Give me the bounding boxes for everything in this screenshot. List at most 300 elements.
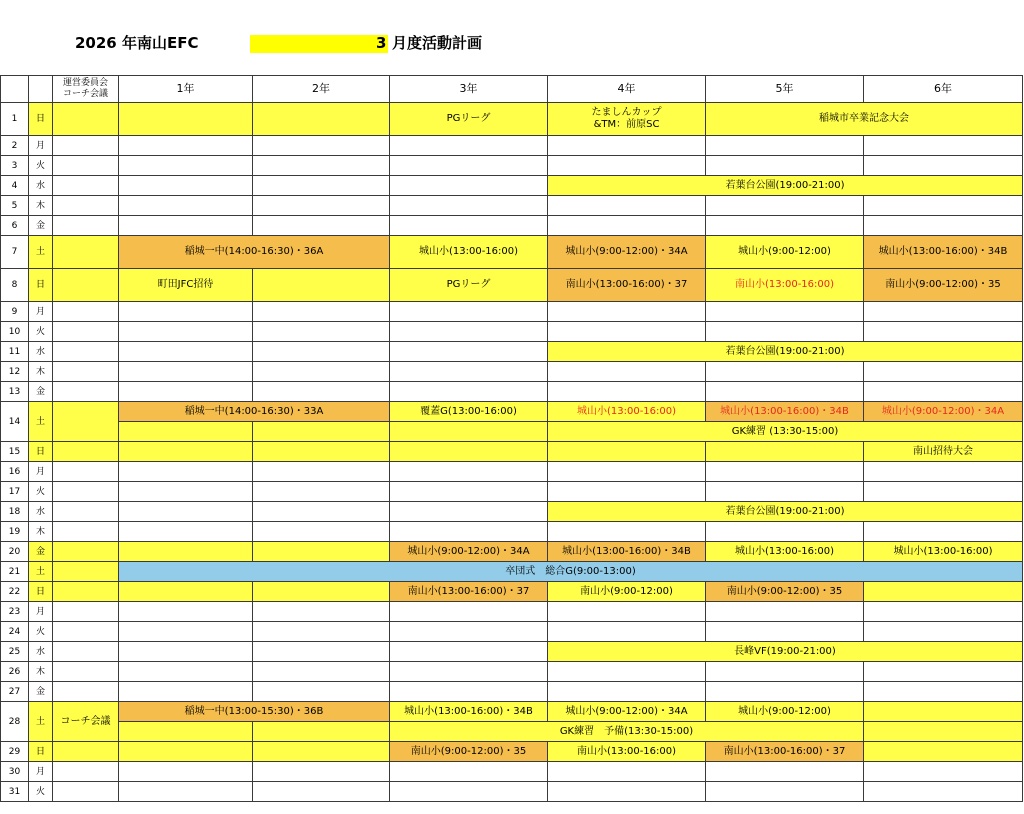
day-row [1, 216, 1023, 236]
empty-cell [253, 196, 390, 216]
empty-cell [390, 762, 548, 782]
empty-cell [864, 136, 1023, 156]
event-cell: 城山小(9:00-12:00) [706, 702, 864, 722]
day-number: 7 [1, 236, 29, 269]
day-row [1, 722, 1023, 742]
weekday: 水 [29, 642, 53, 662]
day-number: 17 [1, 482, 29, 502]
empty-cell [864, 196, 1023, 216]
empty-cell [864, 782, 1023, 802]
header-grade-5: 5年 [706, 76, 864, 103]
weekday: 火 [29, 782, 53, 802]
event-cell: 城山小(13:00-16:00) [864, 542, 1023, 562]
event-cell: 城山小(13:00-16:00)・34B [548, 542, 706, 562]
empty-cell [119, 362, 253, 382]
weekday: 土 [29, 562, 53, 582]
empty-cell [253, 362, 390, 382]
day-number: 29 [1, 742, 29, 762]
empty-cell [864, 362, 1023, 382]
empty-cell [119, 602, 253, 622]
empty-cell [864, 302, 1023, 322]
day-number: 10 [1, 322, 29, 342]
empty-cell [864, 602, 1023, 622]
committee-cell [53, 622, 119, 642]
empty-cell [253, 216, 390, 236]
event-cell: 稲城一中(13:00-15:30)・36B [119, 702, 390, 722]
committee-cell [53, 216, 119, 236]
event-cell: 稲城一中(14:00-16:30)・36A [119, 236, 390, 269]
weekday: 木 [29, 362, 53, 382]
empty-cell [548, 782, 706, 802]
weekday: 日 [29, 742, 53, 762]
committee-cell [53, 582, 119, 602]
empty-cell [253, 103, 390, 136]
empty-cell [706, 602, 864, 622]
empty-cell [706, 482, 864, 502]
empty-cell [864, 322, 1023, 342]
day-row [1, 196, 1023, 216]
empty-cell [119, 382, 253, 402]
empty-cell [548, 302, 706, 322]
day-number: 18 [1, 502, 29, 522]
event-cell: 南山小(13:00-16:00)・37 [548, 269, 706, 302]
day-row [1, 762, 1023, 782]
empty-cell [119, 502, 253, 522]
schedule-table [0, 75, 1023, 802]
empty-cell [706, 382, 864, 402]
day-row [1, 382, 1023, 402]
empty-cell [548, 602, 706, 622]
plan-title-month: 3 [376, 34, 387, 52]
weekday: 日 [29, 442, 53, 462]
weekday: 水 [29, 176, 53, 196]
empty-cell [706, 136, 864, 156]
committee-cell [53, 103, 119, 136]
day-number: 8 [1, 269, 29, 302]
empty-cell [706, 442, 864, 462]
header-grade-3: 3年 [390, 76, 548, 103]
day-row [1, 176, 1023, 196]
event-cell: 稲城市卒業記念大会 [706, 103, 1023, 136]
empty-cell [548, 662, 706, 682]
committee-cell [53, 682, 119, 702]
event-cell: 城山小(13:00-16:00)・34B [864, 236, 1023, 269]
empty-cell [119, 642, 253, 662]
empty-cell [390, 602, 548, 622]
event-cell: PGリーグ [390, 269, 548, 302]
empty-cell [253, 682, 390, 702]
empty-cell [548, 442, 706, 462]
weekday: 土 [29, 702, 53, 742]
committee-cell [53, 762, 119, 782]
empty-cell [119, 156, 253, 176]
day-number: 6 [1, 216, 29, 236]
day-number: 11 [1, 342, 29, 362]
day-number: 15 [1, 442, 29, 462]
empty-cell [706, 462, 864, 482]
weekday: 日 [29, 269, 53, 302]
committee-cell [53, 302, 119, 322]
event-cell: 若葉台公園(19:00-21:00) [548, 176, 1023, 196]
weekday: 木 [29, 522, 53, 542]
committee-cell [53, 382, 119, 402]
event-cell: 城山小(9:00-12:00)・34A [548, 702, 706, 722]
empty-cell [390, 216, 548, 236]
day-row [1, 236, 1023, 269]
empty-cell [390, 322, 548, 342]
empty-cell [706, 522, 864, 542]
empty-cell [864, 682, 1023, 702]
day-number: 5 [1, 196, 29, 216]
committee-cell [53, 176, 119, 196]
weekday: 月 [29, 602, 53, 622]
weekday: 月 [29, 462, 53, 482]
day-number: 13 [1, 382, 29, 402]
day-number: 21 [1, 562, 29, 582]
day-row [1, 702, 1023, 722]
empty-cell [119, 662, 253, 682]
committee-cell [53, 542, 119, 562]
day-row [1, 402, 1023, 422]
empty-cell [253, 322, 390, 342]
empty-cell [119, 442, 253, 462]
weekday: 月 [29, 302, 53, 322]
event-cell: 南山小(9:00-12:00)・35 [390, 742, 548, 762]
committee-cell [53, 269, 119, 302]
day-row [1, 342, 1023, 362]
empty-cell [390, 422, 548, 442]
committee-cell [53, 196, 119, 216]
weekday: 日 [29, 582, 53, 602]
empty-cell [864, 216, 1023, 236]
empty-cell [253, 742, 390, 762]
event-cell: GK練習 予備(13:30-15:00) [390, 722, 864, 742]
empty-cell [548, 522, 706, 542]
weekday: 月 [29, 762, 53, 782]
event-cell: 長峰VF(19:00-21:00) [548, 642, 1023, 662]
empty-cell [253, 642, 390, 662]
day-number: 9 [1, 302, 29, 322]
empty-cell [253, 782, 390, 802]
weekday: 日 [29, 103, 53, 136]
day-number: 1 [1, 103, 29, 136]
event-cell: 城山小(9:00-12:00)・34A [390, 542, 548, 562]
day-number: 26 [1, 662, 29, 682]
empty-cell [253, 382, 390, 402]
empty-cell [548, 362, 706, 382]
empty-cell [706, 662, 864, 682]
committee-cell [53, 482, 119, 502]
weekday: 土 [29, 402, 53, 442]
day-number: 16 [1, 462, 29, 482]
event-cell: 南山小(13:00-16:00) [548, 742, 706, 762]
committee-cell [53, 522, 119, 542]
day-row [1, 642, 1023, 662]
committee-cell [53, 402, 119, 442]
empty-cell [390, 342, 548, 362]
empty-cell [119, 322, 253, 342]
event-cell: GK練習 (13:30-15:00) [548, 422, 1023, 442]
event-cell: 城山小(9:00-12:00) [706, 236, 864, 269]
committee-cell [53, 562, 119, 582]
empty-cell [864, 382, 1023, 402]
empty-cell [119, 422, 253, 442]
empty-cell [253, 762, 390, 782]
empty-cell [119, 216, 253, 236]
empty-cell [253, 269, 390, 302]
weekday: 火 [29, 482, 53, 502]
event-cell: 南山小(13:00-16:00)・37 [390, 582, 548, 602]
weekday: 木 [29, 196, 53, 216]
empty-cell [548, 216, 706, 236]
header-grade-6: 6年 [864, 76, 1023, 103]
committee-cell [53, 742, 119, 762]
event-cell: 城山小(9:00-12:00)・34A [864, 402, 1023, 422]
empty-cell [119, 722, 253, 742]
event-cell: 卒団式 総合G(9:00-13:00) [119, 562, 1023, 582]
day-row [1, 662, 1023, 682]
empty-cell [548, 682, 706, 702]
day-number: 2 [1, 136, 29, 156]
day-row [1, 542, 1023, 562]
day-row [1, 562, 1023, 582]
empty-cell [706, 682, 864, 702]
empty-cell [390, 522, 548, 542]
event-cell: 覆蓋G(13:00-16:00) [390, 402, 548, 422]
weekday: 水 [29, 502, 53, 522]
empty-cell [119, 522, 253, 542]
empty-cell [864, 622, 1023, 642]
event-cell: 城山小(9:00-12:00)・34A [548, 236, 706, 269]
event-cell: 南山小(9:00-12:00)・35 [706, 582, 864, 602]
day-number: 27 [1, 682, 29, 702]
empty-cell [119, 176, 253, 196]
empty-cell [548, 482, 706, 502]
empty-cell [390, 682, 548, 702]
event-cell: 若葉台公園(19:00-21:00) [548, 502, 1023, 522]
day-row [1, 156, 1023, 176]
empty-cell [864, 482, 1023, 502]
empty-cell [706, 782, 864, 802]
event-cell: 城山小(13:00-16:00)・34B [706, 402, 864, 422]
committee-cell [53, 136, 119, 156]
empty-cell [253, 342, 390, 362]
empty-cell [253, 482, 390, 502]
committee-cell [53, 362, 119, 382]
empty-cell [253, 502, 390, 522]
empty-cell [253, 522, 390, 542]
event-cell: たましんカップ &TM：前原SC [548, 103, 706, 136]
empty-cell [253, 442, 390, 462]
empty-cell [864, 522, 1023, 542]
weekday: 金 [29, 542, 53, 562]
event-cell: 南山小(13:00-16:00)・37 [706, 742, 864, 762]
empty-cell [119, 682, 253, 702]
day-row [1, 462, 1023, 482]
empty-cell [548, 382, 706, 402]
empty-cell [119, 302, 253, 322]
day-number: 19 [1, 522, 29, 542]
empty-cell [706, 302, 864, 322]
day-number: 20 [1, 542, 29, 562]
empty-cell [253, 722, 390, 742]
committee-cell [53, 322, 119, 342]
event-cell: 城山小(13:00-16:00) [706, 542, 864, 562]
empty-cell [119, 542, 253, 562]
header-committee-label: 運営委員会 コーチ会議 [62, 78, 108, 99]
day-number: 14 [1, 402, 29, 442]
day-number: 23 [1, 602, 29, 622]
empty-cell [864, 702, 1023, 722]
empty-cell [119, 136, 253, 156]
weekday: 火 [29, 622, 53, 642]
empty-cell [253, 462, 390, 482]
empty-cell [253, 542, 390, 562]
empty-cell [864, 582, 1023, 602]
empty-cell [119, 762, 253, 782]
day-row [1, 782, 1023, 802]
weekday: 火 [29, 156, 53, 176]
empty-cell [548, 156, 706, 176]
day-number: 24 [1, 622, 29, 642]
empty-cell [119, 482, 253, 502]
empty-cell [253, 662, 390, 682]
plan-title-suffix: 月度活動計画 [392, 34, 483, 52]
empty-cell [253, 582, 390, 602]
empty-cell [864, 462, 1023, 482]
day-number: 31 [1, 782, 29, 802]
empty-cell [548, 762, 706, 782]
day-row [1, 442, 1023, 462]
empty-cell [119, 622, 253, 642]
weekday: 月 [29, 136, 53, 156]
day-row [1, 502, 1023, 522]
committee-cell [53, 442, 119, 462]
empty-cell [548, 136, 706, 156]
day-row [1, 602, 1023, 622]
event-cell: 南山小(9:00-12:00)・35 [864, 269, 1023, 302]
day-number: 25 [1, 642, 29, 662]
day-row [1, 422, 1023, 442]
event-cell: 城山小(13:00-16:00) [390, 236, 548, 269]
event-cell: 城山小(13:00-16:00) [548, 402, 706, 422]
empty-cell [253, 622, 390, 642]
empty-cell [390, 662, 548, 682]
empty-cell [390, 382, 548, 402]
event-cell: 南山小(9:00-12:00) [548, 582, 706, 602]
day-row [1, 322, 1023, 342]
empty-cell [390, 196, 548, 216]
event-cell: PGリーグ [390, 103, 548, 136]
header-grade-4: 4年 [548, 76, 706, 103]
empty-cell [390, 176, 548, 196]
committee-cell [53, 156, 119, 176]
empty-cell [390, 442, 548, 462]
header-committee [53, 76, 119, 103]
empty-cell [864, 156, 1023, 176]
empty-cell [119, 462, 253, 482]
empty-cell [119, 103, 253, 136]
header-grade-1: 1年 [119, 76, 253, 103]
empty-cell [548, 322, 706, 342]
committee-cell [53, 782, 119, 802]
header-weekday [29, 76, 53, 103]
event-cell: 町田JFC招待 [119, 269, 253, 302]
day-number: 12 [1, 362, 29, 382]
month-highlight [250, 35, 388, 53]
empty-cell [390, 362, 548, 382]
empty-cell [390, 462, 548, 482]
weekday: 金 [29, 682, 53, 702]
day-row [1, 582, 1023, 602]
weekday: 木 [29, 662, 53, 682]
weekday: 土 [29, 236, 53, 269]
event-cell: 南山招待大会 [864, 442, 1023, 462]
empty-cell [706, 196, 864, 216]
committee-cell [53, 662, 119, 682]
event-cell: 若葉台公園(19:00-21:00) [548, 342, 1023, 362]
day-row [1, 103, 1023, 136]
plan-title-year-club: 2026 年南山EFC [75, 34, 199, 52]
event-cell: 南山小(13:00-16:00) [706, 269, 864, 302]
empty-cell [706, 216, 864, 236]
empty-cell [253, 136, 390, 156]
event-cell: 稲城一中(14:00-16:30)・33A [119, 402, 390, 422]
empty-cell [390, 482, 548, 502]
empty-cell [390, 136, 548, 156]
header-grade-2: 2年 [253, 76, 390, 103]
empty-cell [119, 342, 253, 362]
empty-cell [119, 782, 253, 802]
empty-cell [253, 156, 390, 176]
empty-cell [706, 322, 864, 342]
day-row [1, 522, 1023, 542]
empty-cell [390, 502, 548, 522]
empty-cell [119, 196, 253, 216]
empty-cell [390, 156, 548, 176]
empty-cell [390, 782, 548, 802]
empty-cell [864, 722, 1023, 742]
committee-cell: コーチ会議 [53, 702, 119, 742]
weekday: 火 [29, 322, 53, 342]
weekday: 金 [29, 382, 53, 402]
weekday: 水 [29, 342, 53, 362]
day-row [1, 482, 1023, 502]
day-number: 30 [1, 762, 29, 782]
committee-cell [53, 462, 119, 482]
day-row [1, 622, 1023, 642]
empty-cell [706, 362, 864, 382]
day-number: 4 [1, 176, 29, 196]
event-cell: 城山小(13:00-16:00)・34B [390, 702, 548, 722]
day-number: 3 [1, 156, 29, 176]
day-number: 22 [1, 582, 29, 602]
header-date [1, 76, 29, 103]
committee-cell [53, 642, 119, 662]
day-row [1, 302, 1023, 322]
weekday: 金 [29, 216, 53, 236]
day-row [1, 362, 1023, 382]
empty-cell [706, 156, 864, 176]
day-number: 28 [1, 702, 29, 742]
committee-cell [53, 342, 119, 362]
empty-cell [253, 176, 390, 196]
empty-cell [864, 762, 1023, 782]
day-row [1, 269, 1023, 302]
empty-cell [706, 762, 864, 782]
empty-cell [548, 196, 706, 216]
day-row [1, 136, 1023, 156]
